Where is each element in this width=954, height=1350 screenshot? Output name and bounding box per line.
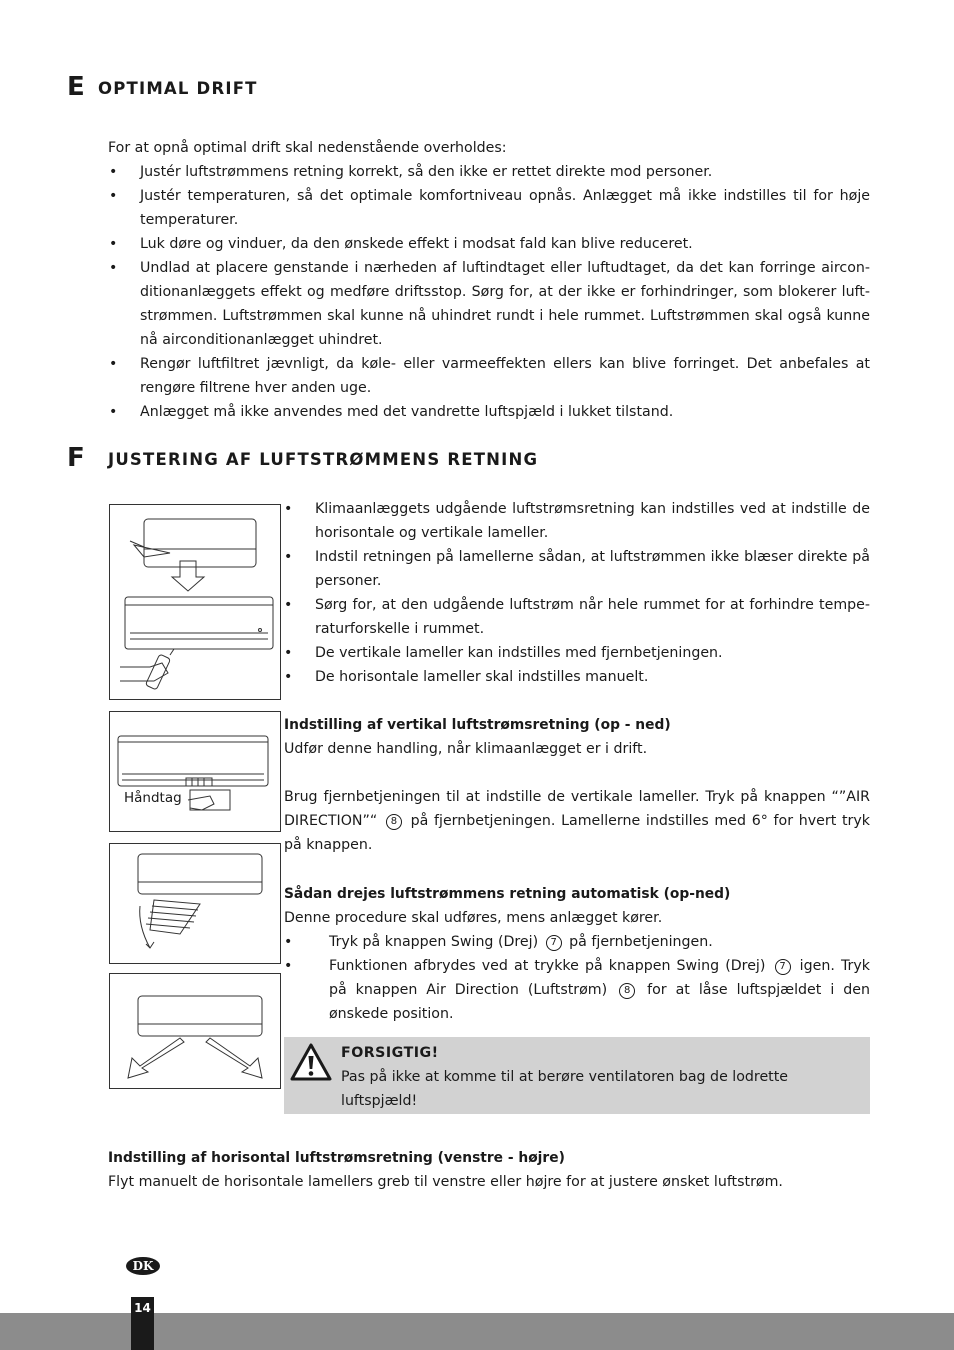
section-f-bullet-list bbox=[284, 497, 870, 689]
figure-unit-remote bbox=[109, 504, 281, 700]
auto-bullet-list bbox=[284, 930, 870, 1026]
section-e-intro: For at opnå optimal drift skal nedenstående overholdes: bbox=[108, 140, 507, 156]
figure-vertical-swing bbox=[109, 843, 281, 964]
list-item: • Funktionen afbrydes ved at trykke på knappen Swing (Drej) 7 igen. Tryk på knappen Air Direction (Luftstrøm) 8 for at låse luftspjældet i den ønskede position. bbox=[284, 958, 870, 1022]
handle-label: Håndtag bbox=[124, 790, 182, 806]
figure-unit-handle bbox=[109, 711, 281, 832]
list-item: • Rengør luftfiltret jævnligt, da køle- eller varmeeffekten ellers kan blive forringet. Det anbefales at rengøre filtrene hver anden uge. bbox=[109, 356, 870, 396]
button-number-badge: 7 bbox=[775, 959, 791, 975]
warning-title: FORSIGTIG! bbox=[341, 1045, 439, 1061]
section-f-title: JUSTERING AF LUFTSTRØMMENS RETNING bbox=[108, 450, 539, 469]
unit-remote-illustration bbox=[110, 505, 280, 699]
unit-handle-illustration bbox=[110, 712, 280, 831]
vertical-heading: Indstilling af vertikal luftstrømsretning (op - ned) bbox=[284, 717, 671, 733]
figure-airflow bbox=[109, 973, 281, 1089]
list-item: • Undlad at placere genstande i nærheden af luftindtaget eller luftudtaget, da det kan forringe airconditionanlæggets effekt og medføre driftsstop. Sørg for, at der ikke er forhindringer, som blokerer luftstrømmen. Luftstrømmen skal kunne nå uhindret rundt i hele rummet. Luftstrømmen skal også kunne nå airconditionanlægget uhindret. bbox=[109, 260, 870, 348]
list-item: • Justér temperaturen, så det optimale komfortniveau opnås. Anlægget må ikke indstilles til for høje temperaturer. bbox=[109, 188, 870, 228]
horizontal-line1: Flyt manuelt de horisontale lamellers greb til venstre eller højre for at justere ønsket luftstrøm. bbox=[108, 1174, 783, 1190]
page-number: 14 bbox=[131, 1297, 154, 1350]
warning-text: Pas på ikke at komme til at berøre ventilatoren bag de lodrette luftspjæld! bbox=[341, 1069, 789, 1109]
auto-line1: Denne procedure skal udføres, mens anlægget kører. bbox=[284, 910, 663, 926]
section-f-letter: F bbox=[67, 443, 85, 473]
section-e-bullet-list bbox=[109, 160, 870, 424]
warning-box bbox=[284, 1037, 870, 1114]
list-item: • Tryk på knappen Swing (Drej) 7 på fjernbetjeningen. bbox=[284, 934, 713, 950]
list-item: • De horisontale lameller skal indstilles manuelt. bbox=[284, 669, 649, 685]
list-item: • Sørg for, at den udgående luftstrøm når hele rummet for at forhindre temperaturforskelle i rummet. bbox=[284, 597, 870, 637]
language-badge: DK bbox=[126, 1257, 160, 1275]
list-item: • Indstil retningen på lamellerne sådan, at luftstrømmen ikke blæser direkte på personer. bbox=[284, 549, 870, 589]
vertical-line1: Udfør denne handling, når klimaanlægget er i drift. bbox=[284, 741, 648, 757]
warning-triangle-icon bbox=[289, 1042, 333, 1082]
airflow-illustration bbox=[110, 974, 280, 1088]
list-item: • Klimaanlæggets udgående luftstrømsretning kan indstilles ved at indstille de horisontale og vertikale lameller. bbox=[284, 501, 870, 541]
vertical-line2: Brug fjernbetjeningen til at indstille de vertikale lameller. Tryk på knappen “”AIR DIRECTION”“ 8 på fjernbetjeningen. Lamellerne indstilles med 6° for hvert tryk på knappen. bbox=[284, 789, 870, 853]
auto-heading: Sådan drejes luftstrømmens retning automatisk (op-ned) bbox=[284, 886, 731, 902]
vertical-swing-illustration bbox=[110, 844, 280, 963]
section-e-letter: E bbox=[67, 72, 85, 102]
list-item: • De vertikale lameller kan indstilles med fjernbetjeningen. bbox=[284, 645, 723, 661]
button-number-badge: 8 bbox=[386, 814, 402, 830]
list-item: • Anlægget må ikke anvendes med det vandrette luftspjæld i lukket tilstand. bbox=[109, 404, 674, 420]
horizontal-heading: Indstilling af horisontal luftstrømsretning (venstre - højre) bbox=[108, 1150, 565, 1166]
button-number-badge: 8 bbox=[619, 983, 635, 999]
button-number-badge: 7 bbox=[546, 935, 562, 951]
section-e-title: OPTIMAL DRIFT bbox=[98, 79, 258, 98]
list-item: • Justér luftstrømmens retning korrekt, så den ikke er rettet direkte mod personer. bbox=[109, 164, 713, 180]
list-item: • Luk døre og vinduer, da den ønskede effekt i modsat fald kan blive reduceret. bbox=[109, 236, 693, 252]
